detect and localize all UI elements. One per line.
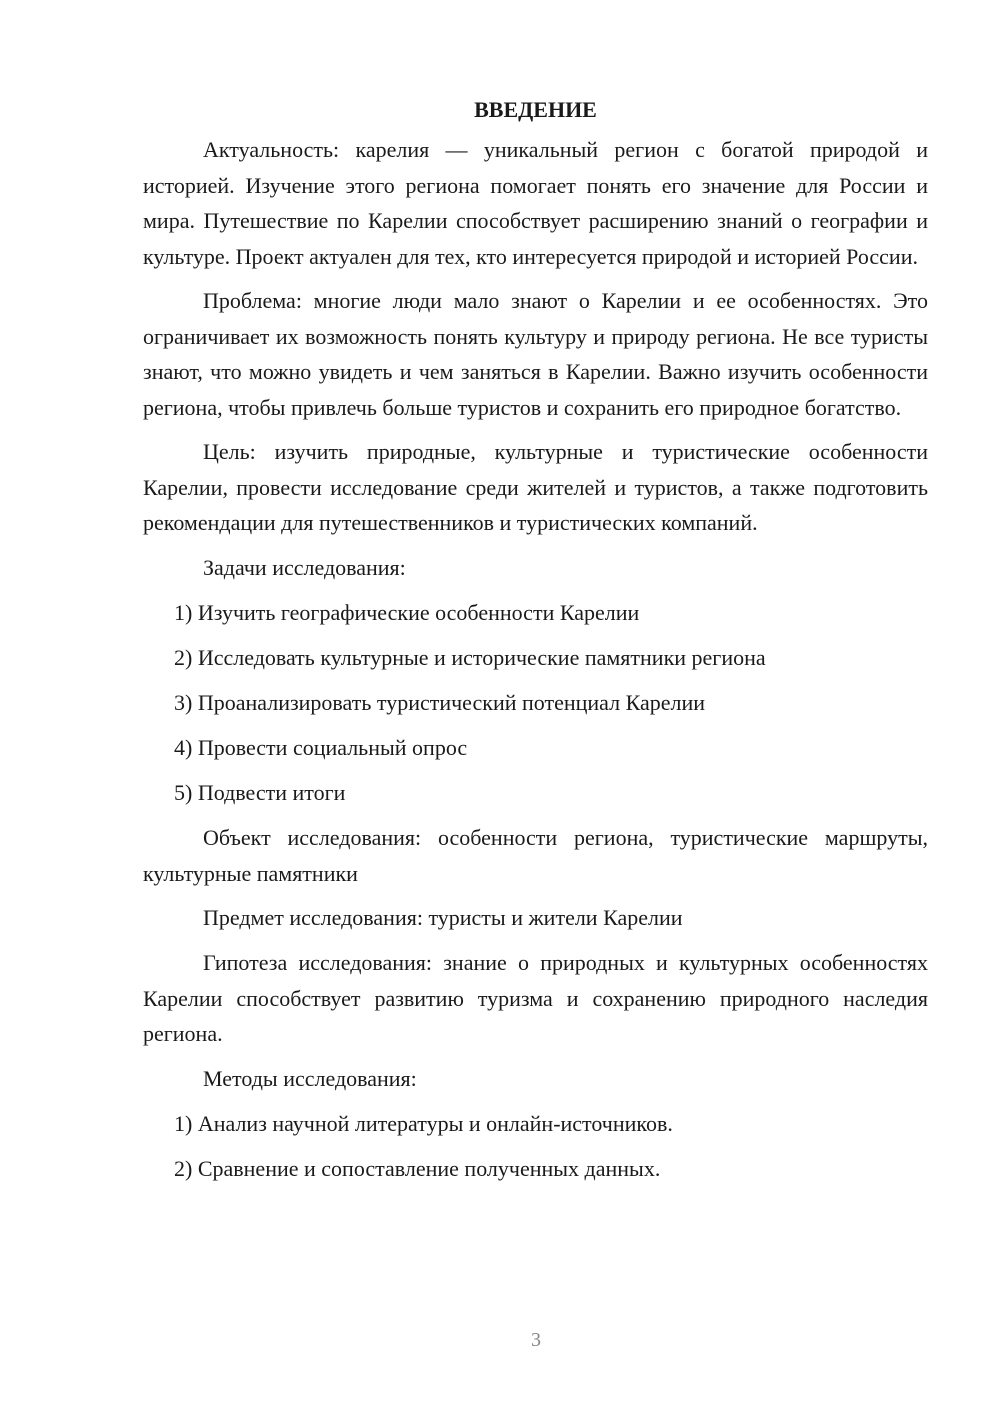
object-paragraph: Объект исследования: особенности региона, туристические маршруты, культурные памятники — [143, 825, 928, 886]
relevance-paragraph: Актуальность: карелия — уникальный регион с богатой природой и историей. Изучение этого региона помогает понять его значение для России и мира. Путешествие по Карелии способствует расширению знаний о географии и культуре. Проект актуален для тех, кто интересуется природой и историей России. — [143, 137, 928, 269]
method-item: 1) Анализ научной литературы и онлайн-источников. — [174, 1110, 673, 1136]
task-item: 3) Проанализировать туристический потенциал Карелии — [174, 689, 706, 715]
methods-heading: Методы исследования: — [203, 1065, 417, 1091]
method-item: 2) Сравнение и сопоставление полученных данных. — [174, 1156, 661, 1182]
page-number: 3 — [531, 1329, 541, 1351]
document-page — [143, 92, 928, 1196]
tasks-heading: Задачи исследования: — [203, 554, 406, 580]
problem-paragraph: Проблема: многие люди мало знают о Карелии и ее особенностях. Это ограничивает их возможность понять культуру и природу региона. Не все туристы знают, что можно увидеть и чем заняться в Карелии. Важно изучить особенности региона, чтобы привлечь больше туристов и сохранить его природное богатство. — [143, 288, 928, 420]
section-title: ВВЕДЕНИЕ — [474, 97, 597, 122]
hypothesis-paragraph: Гипотеза исследования: знание о природных и культурных особенностях Карелии способствует развитию туризма и сохранению природного наследия региона. — [143, 950, 928, 1047]
task-item: 1) Изучить географические особенности Карелии — [174, 599, 640, 625]
task-item: 4) Провести социальный опрос — [174, 735, 468, 761]
task-item: 5) Подвести итоги — [174, 780, 346, 806]
goal-paragraph: Цель: изучить природные, культурные и туристические особенности Карелии, провести исследование среди жителей и туристов, а также подготовить рекомендации для путешественников и туристических компаний. — [143, 439, 928, 535]
task-item: 2) Исследовать культурные и исторические памятники региона — [174, 644, 766, 670]
subject-paragraph: Предмет исследования: туристы и жители Карелии — [203, 905, 683, 931]
